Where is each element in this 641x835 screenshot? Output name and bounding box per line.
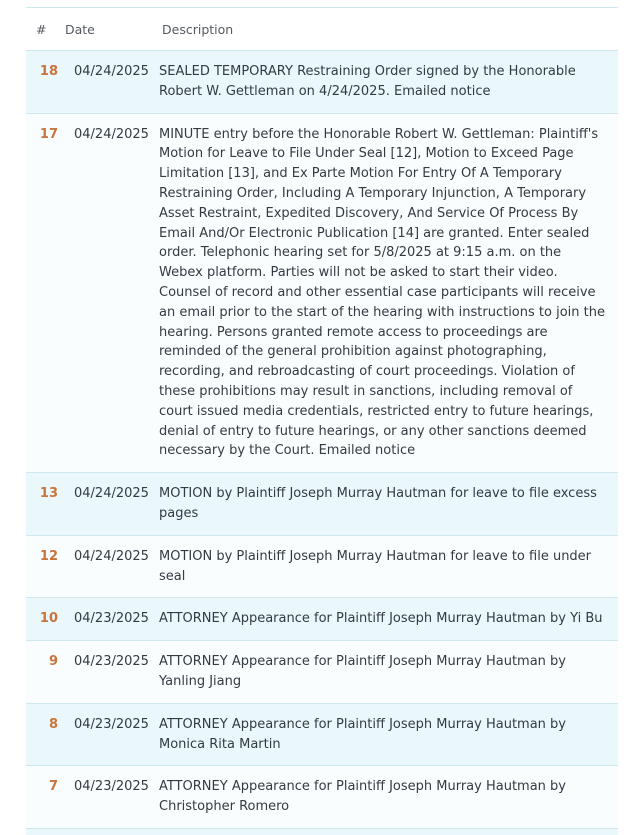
- entry-date: 04/23/2025: [74, 716, 149, 732]
- entry-number: 8: [48, 716, 58, 732]
- entry-description: ATTORNEY Appearance for Plaintiff Joseph Murray Hautman by Yanling Jiang: [159, 654, 566, 689]
- entry-description: ATTORNEY Appearance for Plaintiff Joseph Murray Hautman by Yi Bu: [159, 611, 603, 627]
- docket-entry: [26, 473, 618, 536]
- entry-description: ATTORNEY Appearance for Plaintiff Joseph Murray Hautman by Monica Rita Martin: [159, 716, 566, 752]
- entry-date: 04/24/2025: [74, 126, 149, 142]
- docket-entry: [26, 641, 618, 704]
- entry-number: 13: [39, 486, 58, 502]
- entry-number: 17: [39, 126, 58, 142]
- docket-entry: [26, 536, 618, 599]
- column-header-description: Description: [162, 21, 234, 37]
- entry-description: ATTORNEY Appearance for Plaintiff Joseph Murray Hautman by Christopher Romero: [159, 779, 566, 815]
- entry-number: 9: [48, 654, 58, 670]
- docket-table: [26, 7, 618, 835]
- entry-date: 04/23/2025: [74, 654, 149, 670]
- entry-number: 18: [39, 64, 58, 79]
- docket-entry: [26, 598, 618, 641]
- entry-date: 04/24/2025: [74, 486, 149, 502]
- column-header-date: Date: [65, 21, 95, 37]
- table-header: [26, 8, 618, 51]
- entry-description: MINUTE entry before the Honorable Robert W. Gettleman: Plaintiff's Motion for Leave to File Under Seal [12], Motion to Exceed Page Limitation [13], and Ex Parte Motion For Entry Of A Temporary Restraining Order, Including A Temporary Injunction, A Temporary Asset Restraint, Expedited Discovery, And Service Of Process By Email And/Or Electronic Publication [14] are granted. Enter sealed order. Telephonic hearing set for 5/8/2025 at 9:15 a.m. on the Webex platform. Parties will not be asked to start their video. Counsel of record and other essential case participants will receive an email prior to the start of the hearing with instructions to join the hearing. Persons granted remote access to proceedings are reminded of the general prohibition against photographing, recording, and rebroadcasting of court proceedings. Violation of these prohibitions may result in sanctions, including removal of court issued media credentials, restricted entry to future hearings, denial of entry to future hearings, or any other sanctions deemed necessary by the Court. Emailed notice: [159, 126, 605, 459]
- entry-number: 12: [39, 548, 58, 564]
- entry-description: SEALED TEMPORARY Restraining Order signed by the Honorable Robert W. Gettleman on 4/24/2025. Emailed notice: [159, 64, 576, 99]
- next-row-partial: [26, 829, 618, 835]
- docket-entry: [26, 114, 618, 474]
- entry-number: 7: [48, 779, 58, 795]
- docket-entry: [26, 51, 618, 114]
- entry-description: MOTION by Plaintiff Joseph Murray Hautman for leave to file excess pages: [159, 486, 597, 521]
- entry-date: 04/23/2025: [74, 611, 149, 627]
- entry-description: MOTION by Plaintiff Joseph Murray Hautman for leave to file under seal: [159, 548, 592, 584]
- entry-number: 10: [39, 611, 58, 627]
- docket-entry: [26, 766, 618, 829]
- entry-date: 04/24/2025: [74, 64, 149, 79]
- entry-date: 04/23/2025: [74, 779, 149, 795]
- entry-date: 04/24/2025: [74, 548, 149, 564]
- docket-entry: [26, 704, 618, 767]
- column-header-number: #: [36, 21, 47, 37]
